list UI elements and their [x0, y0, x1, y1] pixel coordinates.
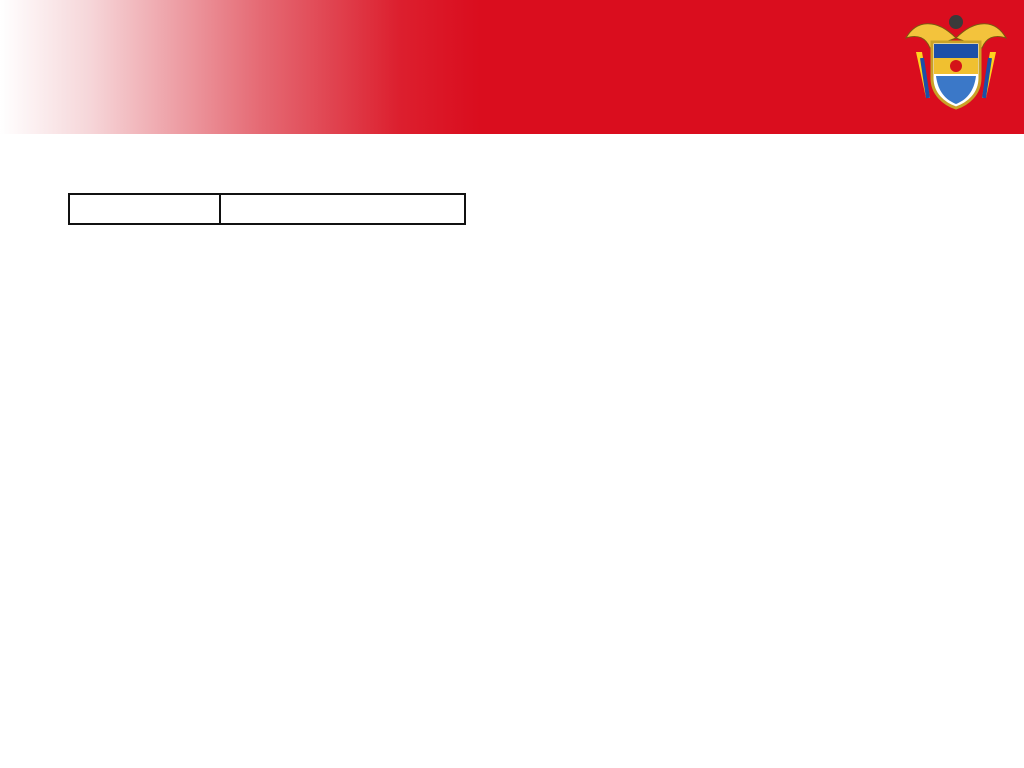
header-banner — [0, 0, 1024, 134]
inconsistencies-table — [68, 193, 466, 225]
pie-chart — [500, 210, 1020, 630]
coat-of-arms-logo — [896, 8, 1016, 130]
table-header-row — [69, 194, 465, 224]
column-header-inconsistencias — [220, 194, 465, 224]
column-header-secretaria — [69, 194, 220, 224]
